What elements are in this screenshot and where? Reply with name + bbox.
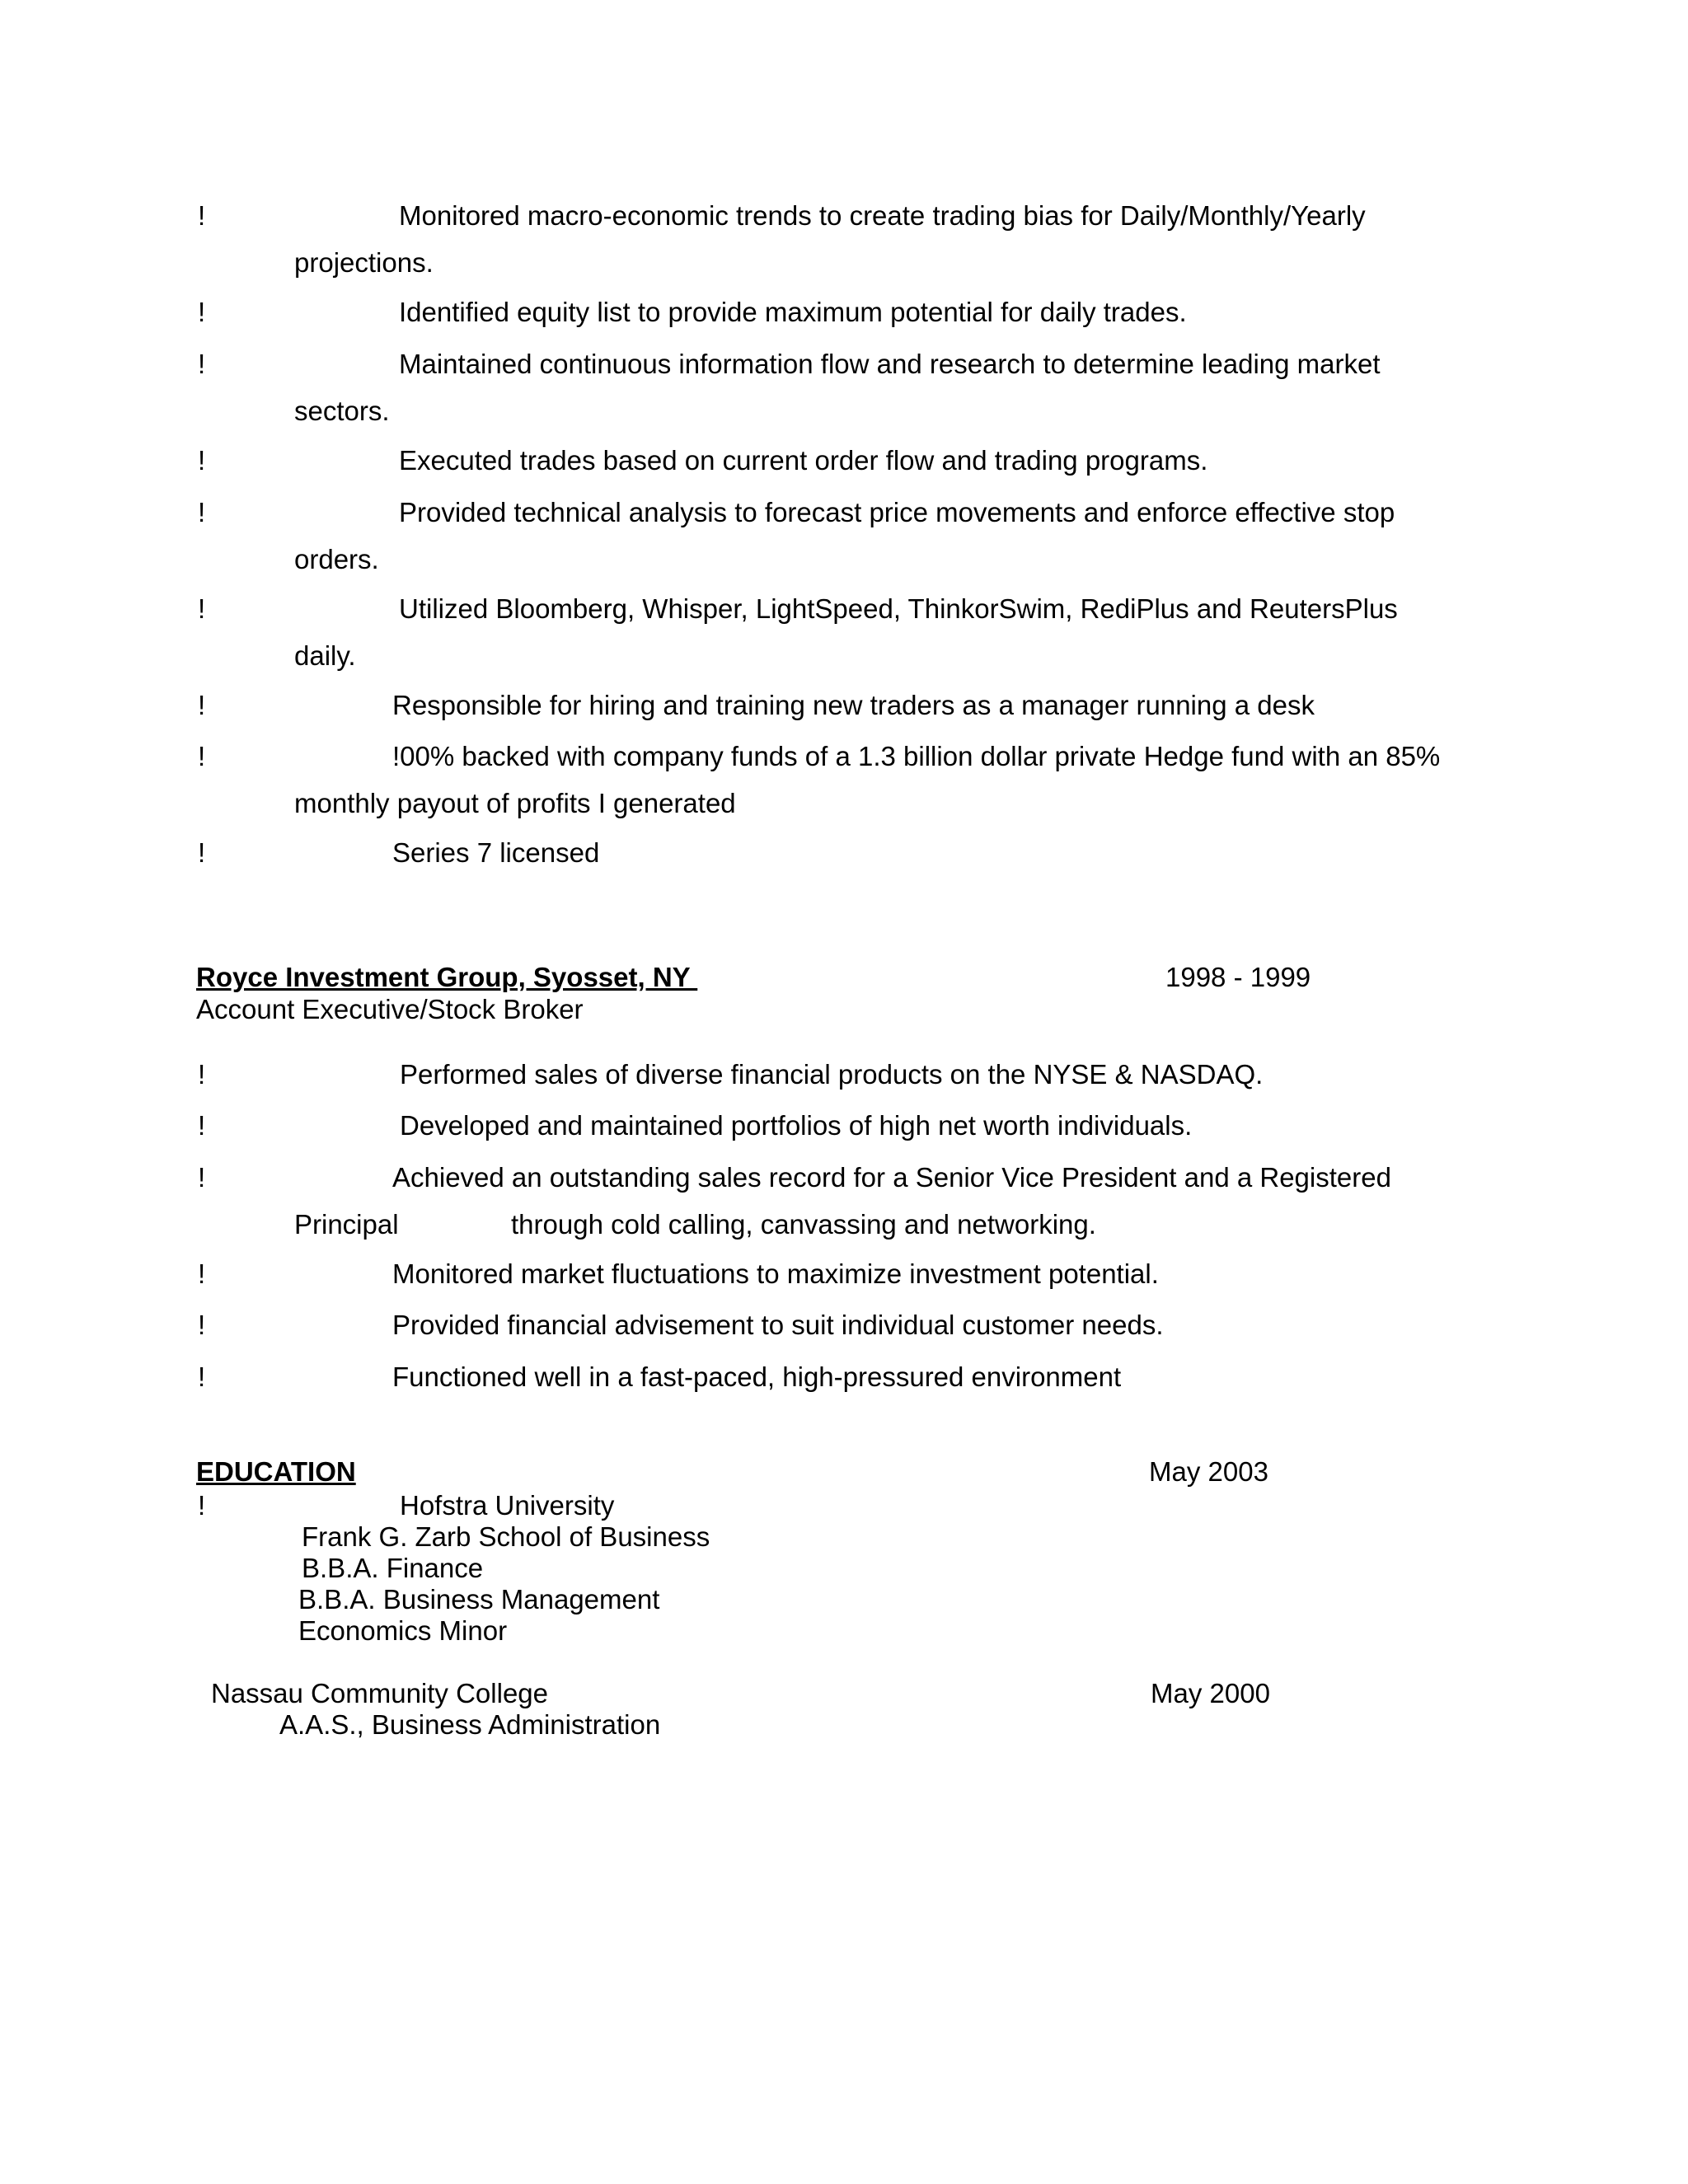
bullet-text: Monitored market fluctuations to maximize investment potential. xyxy=(392,1258,1159,1289)
bullet-marker: ! xyxy=(198,1310,206,1340)
bullet-text: Developed and maintained portfolios of high net worth individuals. xyxy=(400,1110,1193,1141)
bullet-text: Responsible for hiring and training new traders as a manager running a desk xyxy=(392,690,1315,720)
bullet-continuation: daily. xyxy=(294,640,356,671)
bullet-marker: ! xyxy=(198,445,206,476)
bullet-text: Series 7 licensed xyxy=(392,837,600,868)
bullet-marker: ! xyxy=(198,690,206,720)
nassau-date: May 2000 xyxy=(1151,1678,1270,1708)
bullet-continuation: orders. xyxy=(294,544,379,574)
bullet-text: Maintained continuous information flow and research to determine leading market xyxy=(399,349,1381,379)
hofstra-date: May 2003 xyxy=(1149,1456,1268,1487)
bullet-text: Functioned well in a fast-paced, high-pressured environment xyxy=(392,1361,1122,1392)
bullet-text: Performed sales of diverse financial products on the NYSE & NASDAQ. xyxy=(400,1059,1264,1090)
bullet-marker: ! xyxy=(198,297,206,327)
hofstra-degree-management: B.B.A. Business Management xyxy=(298,1584,660,1615)
bullet-text: Identified equity list to provide maximum potential for daily trades. xyxy=(399,297,1187,327)
bullet-text: !00% backed with company funds of a 1.3 billion dollar private Hedge fund with an 85% xyxy=(392,741,1441,771)
hofstra-minor: Economics Minor xyxy=(298,1615,508,1646)
bullet-continuation: monthly payout of profits I generated xyxy=(294,788,736,818)
bullet-marker: ! xyxy=(198,593,206,624)
bullet-text: Monitored macro-economic trends to create trading bias for Daily/Monthly/Yearly xyxy=(399,200,1366,231)
bullet-marker: ! xyxy=(198,1110,206,1141)
bullet-marker: ! xyxy=(198,1490,206,1521)
bullet-continuation: through cold calling, canvassing and networking. xyxy=(511,1209,1096,1240)
bullet-continuation: projections. xyxy=(294,247,434,278)
nassau-degree: A.A.S., Business Administration xyxy=(279,1709,661,1740)
bullet-text: Achieved an outstanding sales record for a Senior Vice President and a Registered xyxy=(392,1162,1391,1193)
hofstra-school: Frank G. Zarb School of Business xyxy=(302,1521,710,1552)
bullet-text: Utilized Bloomberg, Whisper, LightSpeed, ThinkorSwim, RediPlus and ReutersPlus xyxy=(399,593,1398,624)
bullet-continuation: Principal xyxy=(294,1209,399,1240)
bullet-marker: ! xyxy=(198,1059,206,1090)
bullet-marker: ! xyxy=(198,200,206,231)
nassau-name: Nassau Community College xyxy=(211,1678,549,1708)
education-heading: EDUCATION xyxy=(196,1456,356,1487)
bullet-marker: ! xyxy=(198,1361,206,1392)
job-title: Account Executive/Stock Broker xyxy=(196,994,584,1024)
bullet-text: Executed trades based on current order flow and trading programs. xyxy=(399,445,1208,476)
bullet-marker: ! xyxy=(198,1258,206,1289)
bullet-marker: ! xyxy=(198,497,206,527)
bullet-marker: ! xyxy=(198,837,206,868)
bullet-marker: ! xyxy=(198,349,206,379)
bullet-marker: ! xyxy=(198,1162,206,1193)
bullet-marker: ! xyxy=(198,741,206,771)
bullet-text: Provided financial advisement to suit individual customer needs. xyxy=(392,1310,1164,1340)
employer-heading: Royce Investment Group, Syosset, NY xyxy=(196,962,698,992)
employment-dates: 1998 - 1999 xyxy=(1165,962,1311,992)
bullet-continuation: sectors. xyxy=(294,396,390,426)
hofstra-degree-finance: B.B.A. Finance xyxy=(302,1553,484,1583)
hofstra-name: Hofstra University xyxy=(400,1490,615,1521)
bullet-text: Provided technical analysis to forecast price movements and enforce effective stop xyxy=(399,497,1395,527)
